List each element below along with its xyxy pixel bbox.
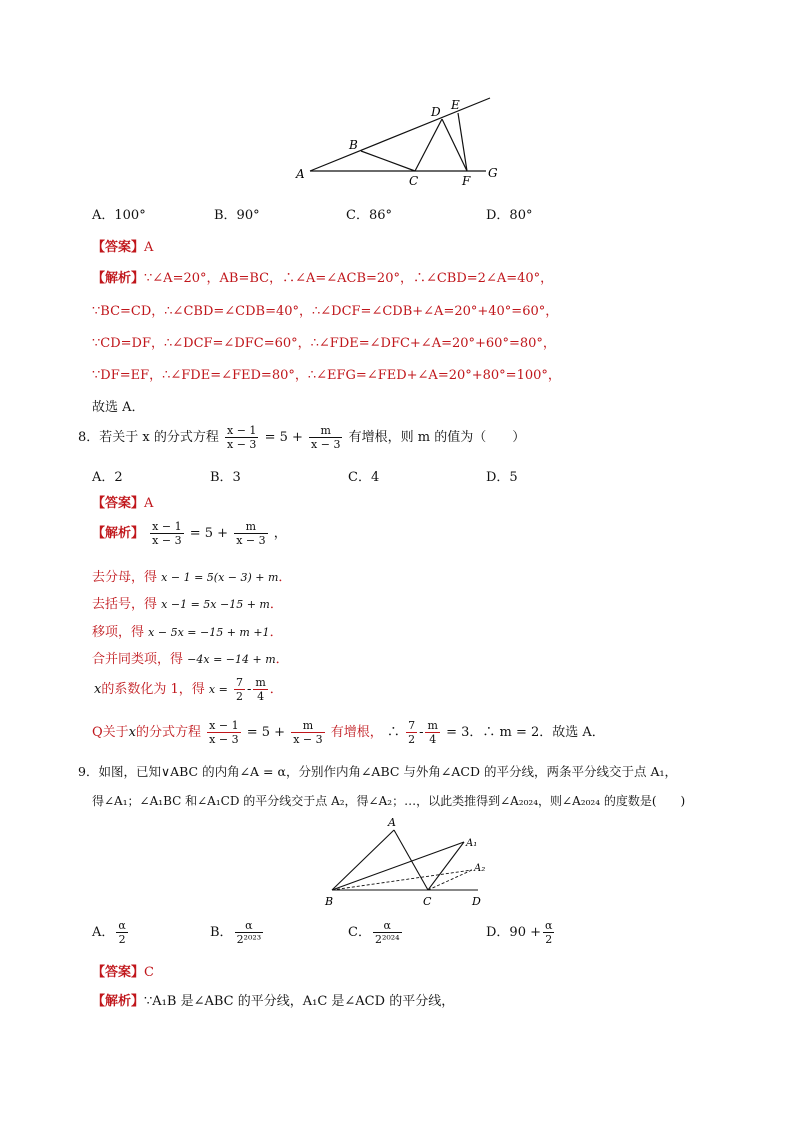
coef-text: 的系数化为 1，得	[101, 682, 205, 697]
q9-answer	[92, 961, 154, 980]
option-fraction	[116, 919, 127, 946]
q8-option-c[interactable]: C．4	[348, 470, 380, 485]
final-frac-1	[406, 719, 417, 746]
q8-coef-step	[94, 676, 283, 703]
side-AB	[332, 830, 394, 890]
q7-analysis-line-1	[92, 267, 553, 286]
option-prefix: D．90 +	[486, 925, 541, 940]
label-D: D	[472, 895, 481, 908]
q9-analysis	[92, 990, 454, 1009]
label-B: B	[325, 895, 334, 908]
final-b: 的分式方程	[136, 725, 202, 740]
denominator: x − 3	[152, 534, 182, 547]
segment-BC	[361, 151, 415, 171]
q8-analysis-rhs	[234, 520, 267, 547]
q8-stem-b: 有增根，则 m 的值为（ ）	[348, 430, 526, 445]
coef-var: x	[94, 682, 102, 697]
q8-analysis-tail: ，	[273, 526, 287, 541]
coef-frac-1	[234, 676, 245, 703]
label-G: G	[488, 166, 498, 180]
q8-step-1	[92, 566, 291, 585]
q8-stem-a: 8．若关于 x 的分式方程	[78, 430, 219, 445]
option-fraction	[235, 919, 264, 946]
denominator: 2	[235, 690, 243, 703]
final-frac-2	[425, 719, 439, 746]
coef-minus: -	[246, 682, 252, 697]
q7-answer	[92, 236, 153, 255]
q9-option-d[interactable]	[486, 919, 556, 946]
step-label: 去括号，得	[92, 597, 158, 612]
label-E: E	[451, 98, 460, 112]
q8-answer	[92, 492, 153, 511]
answer-tag: 【答案】	[92, 240, 145, 255]
denominator: x − 3	[236, 534, 266, 547]
answer-value: C	[144, 965, 154, 980]
angle-bisector-figure	[318, 816, 498, 908]
final-c: 有增根，	[330, 725, 383, 740]
q9-stem-line-1: 9．如图，已知∨ABC 的内角∠A = α，分别作内角∠ABC 与外角∠ACD 的平分线，两条平分线交于点 A₁，	[78, 764, 677, 779]
analysis-tag: 【解析】	[92, 526, 145, 541]
label-C: C	[409, 174, 419, 188]
step-expr: x − 1 = 5(x − 3) + m	[161, 571, 279, 584]
q9-option-c[interactable]	[348, 919, 404, 946]
denominator: 2²⁰²⁴	[374, 933, 400, 946]
step-label: 去分母，得	[92, 570, 158, 585]
denominator: x − 3	[311, 438, 341, 451]
coef-end: ．	[269, 682, 283, 697]
final-lhs	[207, 719, 240, 746]
q8-step-3	[92, 621, 283, 640]
q8-option-d[interactable]: D．5	[486, 470, 518, 485]
q8-final	[92, 719, 605, 746]
answer-value: A	[144, 496, 154, 511]
q7-option-c[interactable]: C．86°	[346, 208, 392, 223]
q8-analysis-mid: = 5 +	[189, 526, 229, 541]
q7-analysis-line-4: ∵DF=EF，∴∠FDE=∠FED=80°，∴∠EFG=∠FED+∠A=20°+80°=100°，	[92, 368, 561, 383]
denominator: 4	[257, 690, 265, 703]
answer-value: A	[144, 240, 154, 255]
step-end: ．	[269, 597, 283, 612]
numerator: 7	[235, 676, 243, 689]
side-AC	[394, 830, 428, 890]
numerator: m	[291, 719, 324, 733]
step-end: ．	[269, 625, 283, 640]
analysis-text: ∵A₁B 是∠ABC 的平分线，A₁C 是∠ACD 的平分线，	[144, 994, 455, 1009]
q7-analysis-line-2: ∵BC=CD，∴∠CBD=∠CDB=40°，∴∠DCF=∠CDB+∠A=20°+40°=60°，	[92, 304, 559, 319]
denominator: 2²⁰²³	[236, 933, 262, 946]
q8-analysis-head	[92, 520, 287, 547]
numerator: x − 1	[209, 719, 239, 732]
coef-frac-2	[253, 676, 267, 703]
step-expr: −4x = −14 + m	[187, 653, 276, 666]
triangle-chain-figure	[290, 92, 510, 190]
final-therefore: ∴	[386, 725, 400, 740]
numerator: α	[545, 919, 553, 932]
final-mid: = 5 +	[246, 725, 286, 740]
label-A1: A₁	[466, 838, 478, 849]
final-a: Q关于	[92, 725, 129, 740]
analysis-tag: 【解析】	[92, 994, 145, 1009]
denominator: x − 3	[293, 733, 323, 746]
q8-option-a[interactable]: A．2	[92, 470, 123, 485]
numerator: α	[373, 919, 402, 933]
dashed-CA2	[428, 870, 472, 890]
analysis-text: ∵∠A=20°，AB=BC，∴∠A=∠ACB=20°，∴∠CBD=2∠A=40°，	[144, 271, 554, 286]
label-B: B	[349, 138, 358, 152]
numerator: x − 1	[152, 520, 182, 533]
answer-tag: 【答案】	[92, 965, 145, 980]
q7-analysis-line-3: ∵CD=DF，∴∠DCF=∠DFC=60°，∴∠FDE=∠DFC+∠A=20°+60°=80°，	[92, 336, 556, 351]
option-fraction	[543, 919, 554, 946]
q8-step-4	[92, 648, 289, 667]
numerator: α	[118, 919, 126, 932]
numerator: m	[309, 424, 342, 438]
label-D: D	[431, 105, 441, 119]
denominator: 2	[118, 933, 126, 946]
step-expr: x − 5x = −15 + m +1	[148, 626, 270, 639]
step-label: 合并同类项，得	[92, 652, 184, 667]
label-C: C	[423, 895, 432, 908]
option-fraction	[373, 919, 402, 946]
numerator: α	[235, 919, 264, 933]
option-prefix: A．	[92, 925, 115, 940]
final-x: x	[128, 725, 137, 740]
answer-tag: 【答案】	[92, 496, 145, 511]
ray-AE	[310, 98, 490, 171]
label-F: F	[462, 174, 471, 188]
numerator: m	[234, 520, 267, 534]
final-d: = 3．∴ m = 2．故选 A．	[446, 725, 605, 740]
q8-stem	[78, 424, 525, 451]
denominator: 4	[429, 733, 437, 746]
q8-rhs-fraction	[309, 424, 342, 451]
option-prefix: C．	[348, 925, 371, 940]
q8-eq-mid: = 5 +	[264, 430, 303, 445]
q8-option-b[interactable]: B．3	[210, 470, 241, 485]
q8-analysis-lhs	[150, 520, 183, 547]
step-expr: x −1 = 5x −15 + m	[161, 598, 270, 611]
q7-conclusion: 故选 A．	[92, 400, 145, 415]
label-A2: A₂	[474, 863, 486, 874]
q8-lhs-fraction	[225, 424, 258, 451]
numerator: m	[427, 719, 438, 732]
q7-option-b[interactable]: B．90°	[214, 208, 260, 223]
numerator: x − 1	[227, 424, 257, 437]
q8-step-2	[92, 593, 283, 612]
q9-option-a[interactable]	[92, 919, 130, 946]
final-rhs	[291, 719, 324, 746]
denominator: x − 3	[227, 438, 257, 451]
q7-option-a[interactable]: A．100°	[92, 208, 146, 223]
denominator: 2	[408, 733, 416, 746]
step-label: 移项，得	[92, 625, 145, 640]
analysis-tag: 【解析】	[92, 271, 145, 286]
denominator: x − 3	[209, 733, 239, 746]
coef-lhs: x =	[208, 683, 228, 696]
denominator: 2	[545, 933, 553, 946]
q9-option-b[interactable]	[210, 919, 265, 946]
q9-stem-line-2: 得∠A₁；∠A₁BC 和∠A₁CD 的平分线交于点 A₂，得∠A₂；…，以此类推得到∠A₂₀₂₄，则∠A₂₀₂₄ 的度数是( )	[92, 794, 686, 808]
numerator: m	[255, 676, 266, 689]
label-A: A	[296, 167, 305, 181]
segment-CA1	[428, 842, 464, 890]
step-end: ．	[278, 570, 292, 585]
q7-option-d[interactable]: D．80°	[486, 208, 533, 223]
option-prefix: B．	[210, 925, 233, 940]
label-A: A	[388, 816, 396, 829]
numerator: 7	[408, 719, 416, 732]
step-end: ．	[275, 652, 289, 667]
final-minus: -	[419, 725, 424, 740]
